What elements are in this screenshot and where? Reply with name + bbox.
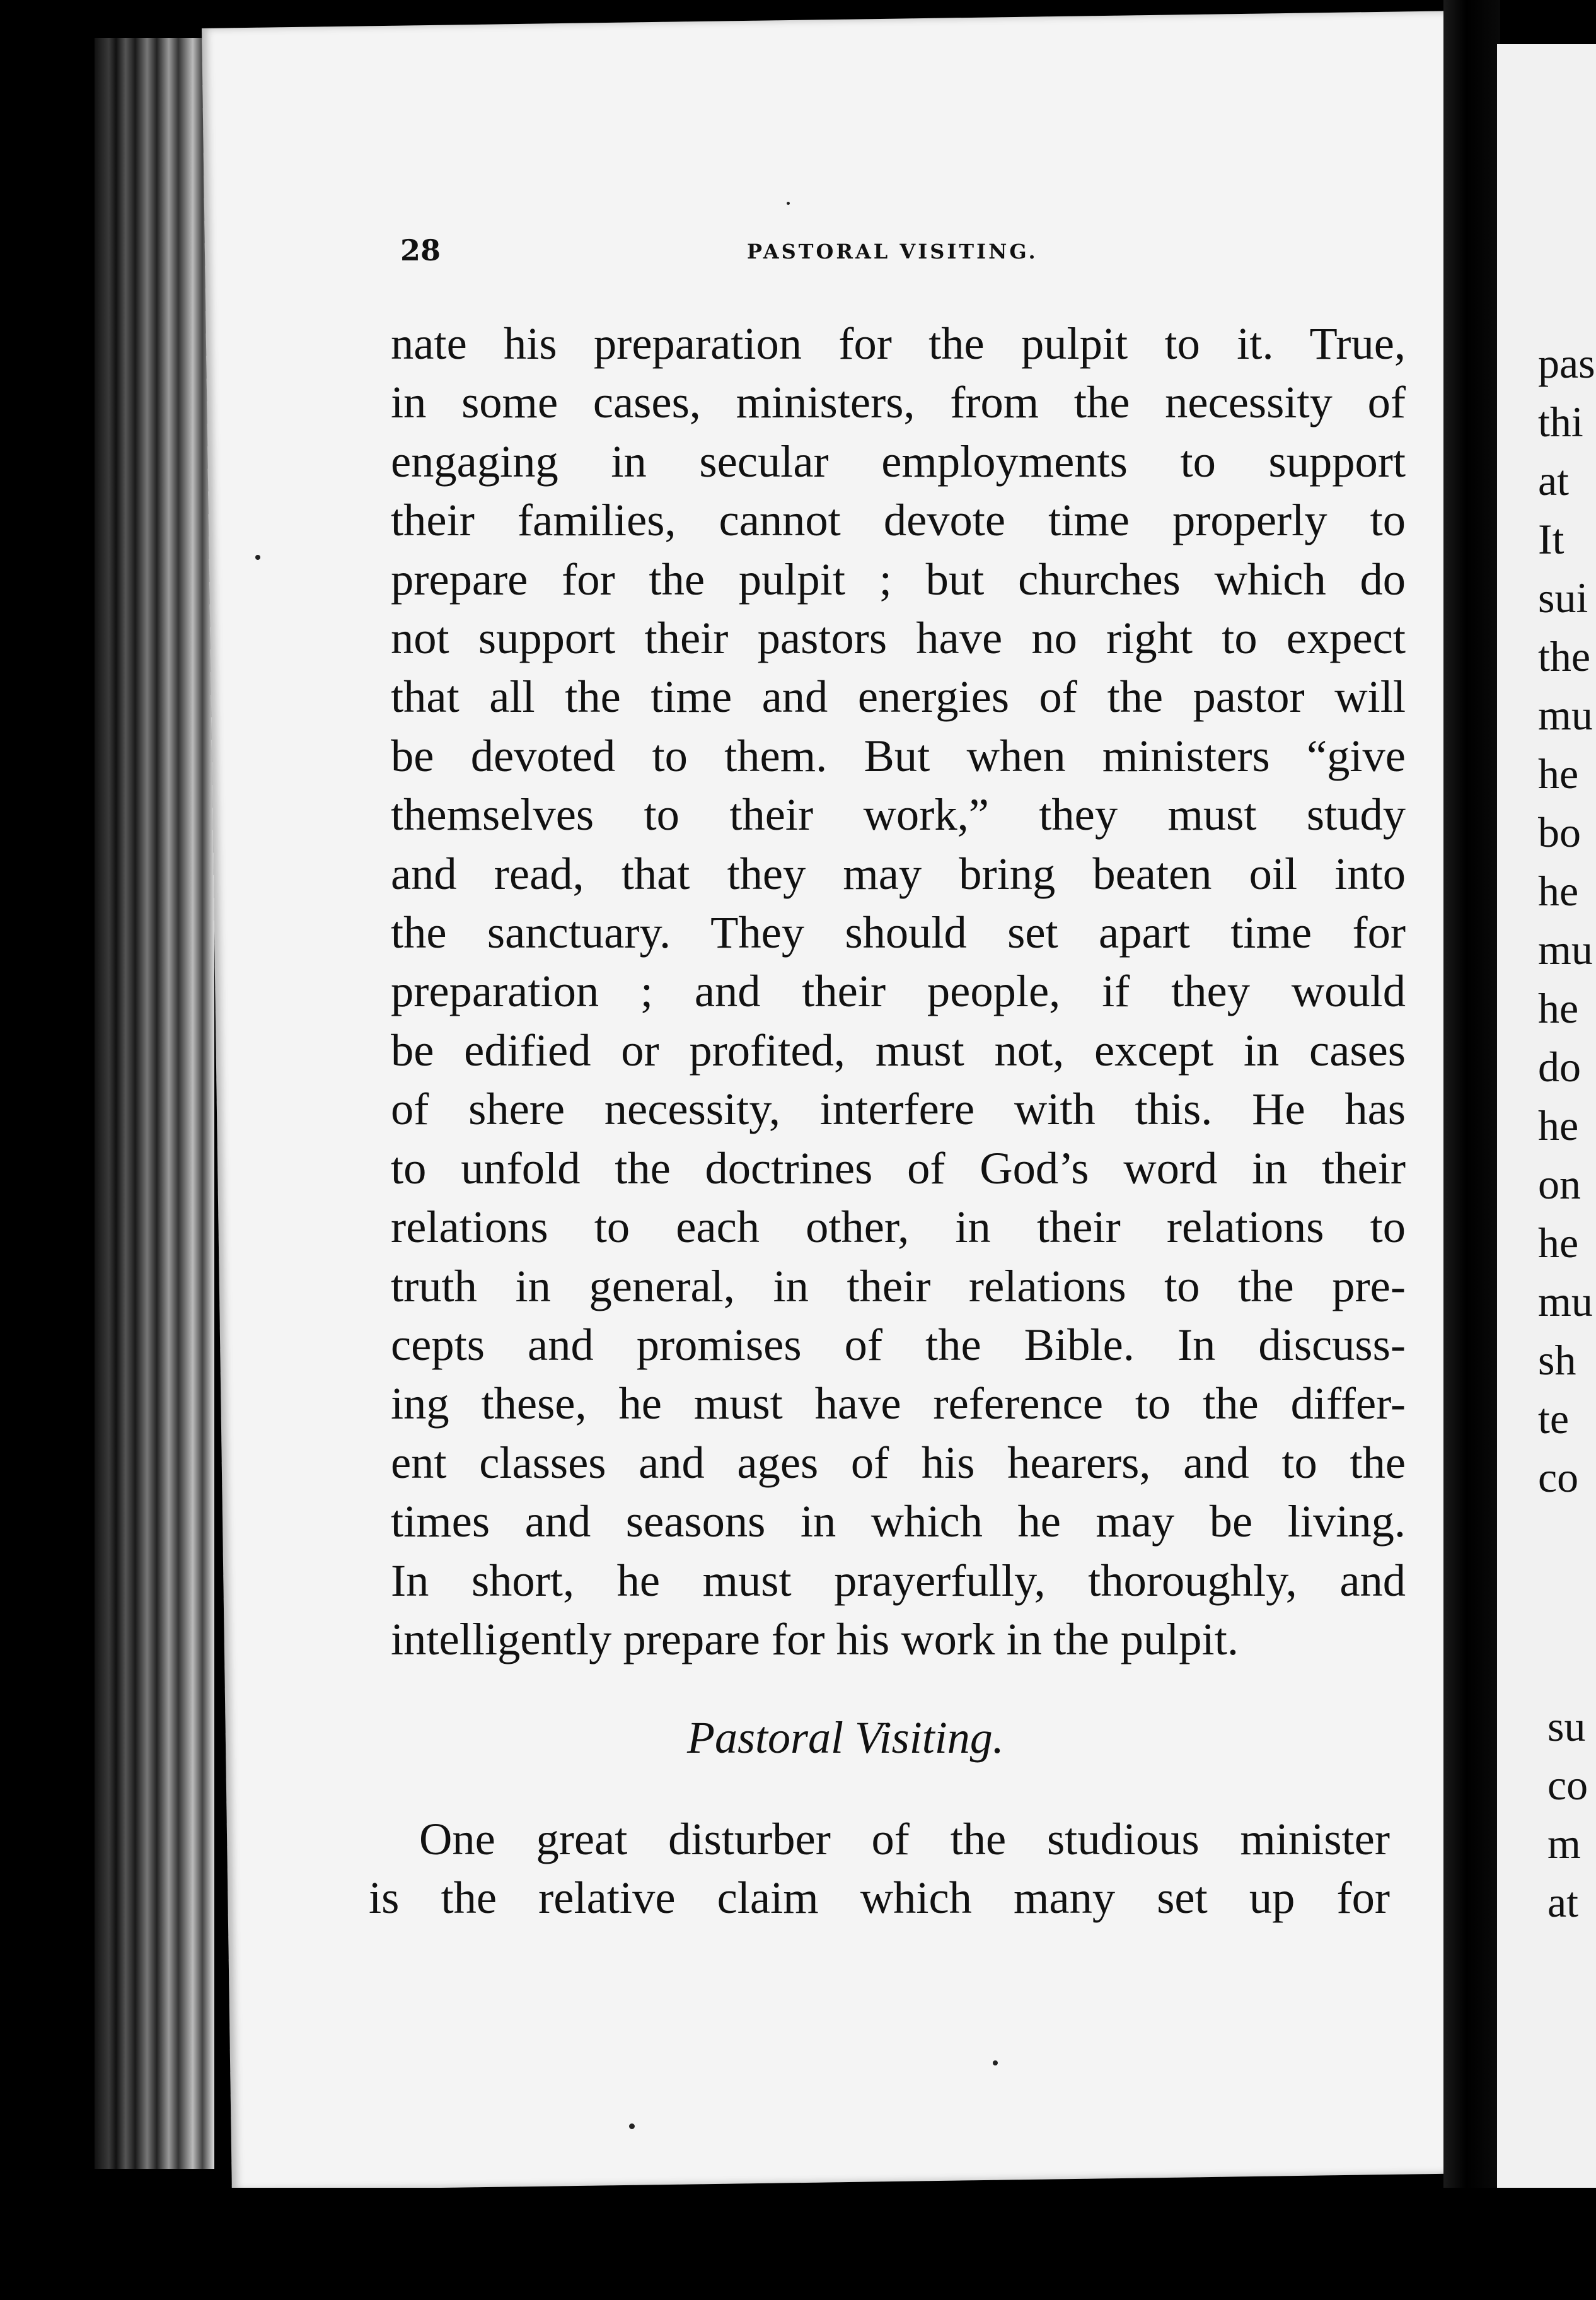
text-line: nate his preparation for the pulpit to it. True, — [391, 318, 1406, 369]
text-line: cepts and promises of the Bible. In discuss- — [391, 1318, 1406, 1370]
fragment-line: he — [1538, 867, 1579, 915]
fragment-line: he — [1538, 1101, 1579, 1149]
fragment-line: mu — [1538, 1277, 1593, 1325]
text-line: be edified or profited, must not, except in cases — [391, 1024, 1406, 1076]
fragment-line: su — [1547, 1702, 1586, 1750]
running-head: PASTORAL VISITING. — [747, 240, 1038, 264]
page-header — [400, 233, 1062, 271]
book-gutter — [1443, 0, 1500, 2300]
text-line: times and seasons in which he may be living. — [391, 1496, 1406, 1547]
fragment-line: at — [1547, 1878, 1579, 1926]
text-line: be devoted to them. But when ministers “give — [391, 729, 1406, 781]
text-line: truth in general, in their relations to the pre- — [391, 1260, 1406, 1311]
fragment-line: mu — [1538, 926, 1593, 973]
text-line: prepare for the pulpit ; but churches which do — [391, 553, 1406, 605]
fragment-line: te — [1538, 1395, 1570, 1443]
section-body-text — [369, 1809, 1390, 1927]
ink-speck — [255, 555, 260, 560]
ink-speck — [993, 2060, 998, 2065]
page-number: 28 — [400, 233, 441, 267]
text-line: the sanctuary. They should set apart time for — [391, 907, 1406, 958]
text-line: of shere necessity, interfere with this. He has — [391, 1083, 1406, 1135]
fragment-line: bo — [1538, 808, 1581, 856]
text-line: their families, cannot devote time properly to — [391, 494, 1406, 546]
fragment-line: co — [1547, 1761, 1588, 1809]
book-page-edges — [95, 38, 214, 2169]
fragment-line: he — [1538, 1219, 1579, 1267]
fragment-line: he — [1538, 750, 1579, 798]
ink-speck — [629, 2123, 635, 2129]
text-line: in some cases, ministers, from the necessity of — [391, 376, 1406, 428]
text-line: themselves to their work,” they must study — [391, 789, 1406, 840]
fragment-line: It — [1538, 515, 1564, 563]
fragment-line: he — [1538, 984, 1579, 1032]
text-line: In short, he must prayerfully, thoroughly, and — [391, 1554, 1406, 1606]
text-line: intelligently prepare for his work in the pulpit. — [391, 1613, 1239, 1664]
text-line: that all the time and energies of the pastor will — [391, 671, 1406, 723]
text-line: One great disturber of the studious minister — [419, 1813, 1390, 1864]
section-heading: Pastoral Visiting. — [687, 1712, 1004, 1763]
ink-speck — [787, 202, 790, 205]
text-line: ent classes and ages of his hearers, and to the — [391, 1436, 1406, 1488]
fragment-line: the — [1538, 632, 1591, 680]
text-line: and read, that they may bring beaten oil into — [391, 847, 1406, 899]
fragment-line: sh — [1538, 1336, 1576, 1384]
facing-page-text — [1538, 334, 1596, 1507]
fragment-line: pas — [1538, 339, 1595, 387]
fragment-line: at — [1538, 456, 1570, 504]
text-line: to unfold the doctrines of God’s word in their — [391, 1142, 1406, 1194]
text-line: engaging in secular employments to support — [391, 435, 1406, 487]
bottom-shadow — [0, 2188, 1596, 2300]
facing-page-text-lower — [1547, 1697, 1596, 1932]
fragment-line: sui — [1538, 574, 1588, 622]
fragment-line: mu — [1538, 691, 1593, 739]
body-text — [391, 314, 1406, 1668]
text-line: not support their pastors have no right to expect — [391, 612, 1406, 664]
fragment-line: on — [1538, 1160, 1581, 1208]
text-line: ing these, he must have reference to the differ- — [391, 1378, 1406, 1429]
fragment-line: m — [1547, 1820, 1581, 1867]
fragment-line: do — [1538, 1043, 1581, 1091]
text-line: relations to each other, in their relations to — [391, 1201, 1406, 1253]
fragment-line: co — [1538, 1453, 1579, 1501]
fragment-line: thi — [1538, 398, 1583, 446]
text-line: preparation ; and their people, if they would — [391, 965, 1406, 1017]
text-line: is the relative claim which many set up for — [369, 1872, 1390, 1924]
